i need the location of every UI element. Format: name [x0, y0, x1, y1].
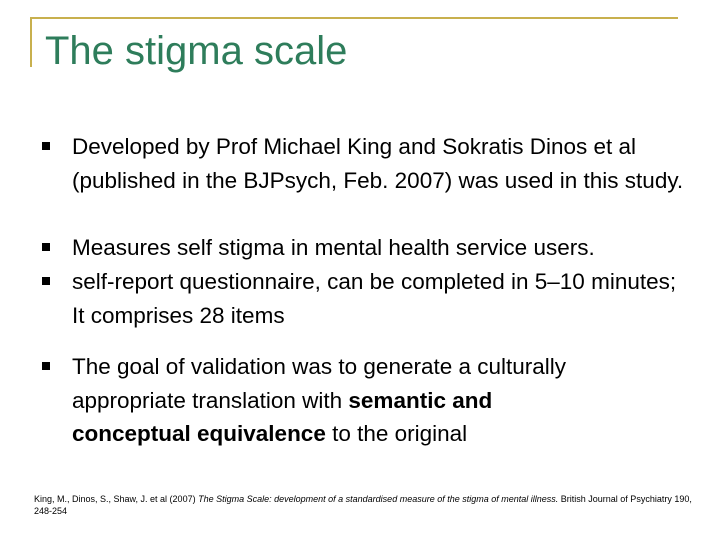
square-bullet-icon — [42, 277, 50, 285]
citation-title: The Stigma Scale: development of a standardised measure of the stigma of mental illness. — [198, 494, 559, 504]
bullet-text: self-report questionnaire, can be completed in 5–10 minutes; It comprises 28 items — [72, 269, 677, 328]
citation-authors: King, M., Dinos, S., Shaw, J. et al (2007) — [34, 494, 199, 504]
slide-title: The stigma scale — [45, 29, 348, 73]
bullet-text: Measures self stigma in mental health service users. — [72, 235, 595, 260]
bullet-item-goal — [72, 350, 692, 451]
goal-emphasis: conceptual equivalence — [72, 421, 326, 446]
citation — [34, 493, 694, 517]
goal-line-2 — [72, 384, 692, 418]
goal-text: appropriate translation with — [72, 387, 349, 413]
goal-emphasis: semantic and — [348, 387, 493, 413]
goal-line-3 — [72, 417, 692, 451]
square-bullet-icon — [42, 243, 50, 251]
bullet-item-self-report — [72, 265, 692, 332]
square-bullet-icon — [42, 362, 50, 370]
goal-line-1: The goal of validation was to generate a culturally — [72, 354, 567, 379]
square-bullet-icon — [42, 142, 50, 150]
bullet-item-measures — [72, 231, 692, 265]
goal-text: to the original — [325, 421, 468, 446]
bullet-text: Developed by Prof Michael King and Sokratis Dinos et al (published in the BJPsych, Feb. 2007) was used in this study. — [72, 134, 684, 193]
citation-journal: British Journal of Psychiatry 190, 248-254 — [34, 494, 692, 516]
bullet-item-developed-by — [72, 130, 692, 197]
